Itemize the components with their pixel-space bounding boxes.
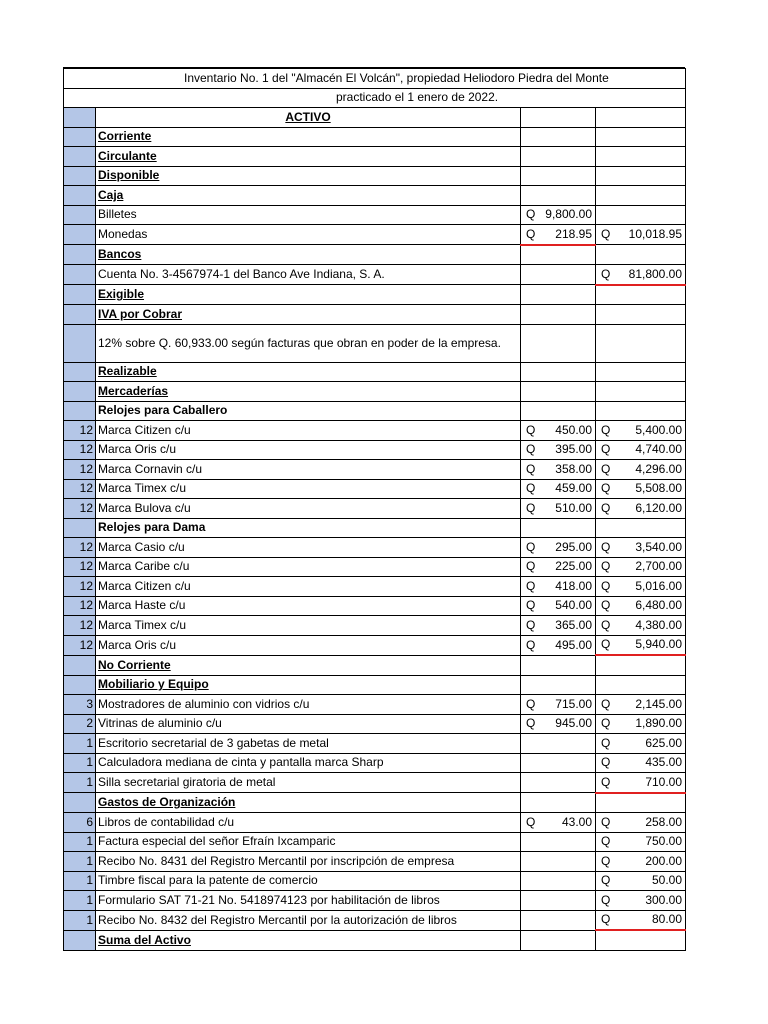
inventory-row [64,401,686,421]
item-description: Silla secretarial giratoria de metal [96,773,521,793]
item-description: Calculadora mediana de cinta y pantalla marca Sharp [96,753,521,773]
qty-cell [64,793,96,813]
section-heading: Disponible [96,166,521,186]
unit-price-cell [521,127,596,147]
currency-symbol: Q [526,461,536,476]
inventory-row [64,891,686,911]
inventory-row [64,421,686,441]
unit-price-cell-value: 510.00 [555,500,592,515]
inventory-row [64,832,686,852]
unit-price-cell [521,245,596,265]
unit-price-cell-value: 218.95 [555,226,592,241]
unit-price-cell [521,324,596,362]
section-heading: ACTIVO [96,108,521,128]
section-heading: Mobiliario y Equipo [96,675,521,695]
total-cell [596,421,686,441]
total-cell [596,305,686,325]
total-cell [596,635,686,655]
item-description: Marca Caribe c/u [96,557,521,577]
inventory-table [63,68,686,951]
unit-price-cell-value: 9,800.00 [545,207,592,222]
total-cell-value: 435.00 [645,755,683,770]
total-cell [596,285,686,305]
inventory-row [64,245,686,265]
qty-cell: 3 [64,695,96,715]
currency-symbol: Q [601,834,611,849]
total-cell-value: 1,890.00 [635,716,683,731]
inventory-row [64,499,686,519]
total-cell [596,655,686,675]
qty-cell: 12 [64,616,96,636]
currency-symbol: Q [601,461,611,476]
qty-cell [64,305,96,325]
section-row [64,108,686,128]
total-cell [596,616,686,636]
inventory-title: Inventario No. 1 del "Almacén El Volcán", propiedad Heliodoro Piedra del Monte [64,69,686,89]
total-cell [596,813,686,833]
total-cell [596,499,686,519]
group-heading: Relojes para Dama [96,518,521,538]
unit-price-cell [521,557,596,577]
unit-price-cell [521,401,596,421]
currency-symbol: Q [601,774,611,789]
qty-cell [64,382,96,402]
qty-cell [64,225,96,245]
total-cell [596,245,686,265]
currency-symbol: Q [601,539,611,554]
item-description: Marca Citizen c/u [96,421,521,441]
currency-symbol: Q [601,696,611,711]
inventory-row [64,871,686,891]
currency-symbol: Q [601,442,611,457]
section-heading: Suma del Activo [96,930,521,950]
inventory-row [64,813,686,833]
unit-price-cell [521,655,596,675]
total-cell [596,460,686,480]
unit-price-cell-value: 495.00 [555,637,592,652]
inventory-row [64,382,686,402]
qty-cell: 12 [64,440,96,460]
inventory-row [64,852,686,872]
unit-price-cell [521,265,596,285]
inventory-row [64,930,686,950]
unit-price-cell [521,910,596,930]
total-cell-value: 5,016.00 [635,578,683,593]
currency-symbol: Q [601,755,611,770]
currency-symbol: Q [526,539,536,554]
total-cell [596,479,686,499]
total-cell-value: 300.00 [645,892,683,907]
qty-cell: 1 [64,871,96,891]
currency-symbol: Q [601,912,611,927]
qty-cell: 12 [64,421,96,441]
section-heading: Exigible [96,285,521,305]
total-cell [596,440,686,460]
qty-cell [64,245,96,265]
inventory-row [64,285,686,305]
total-cell [596,205,686,225]
currency-symbol: Q [526,481,536,496]
qty-cell [64,186,96,206]
unit-price-cell [521,362,596,382]
unit-price-cell-value: 358.00 [555,461,592,476]
qty-cell: 1 [64,910,96,930]
total-cell-value: 200.00 [645,853,683,868]
total-cell [596,166,686,186]
total-cell [596,773,686,793]
qty-cell: 12 [64,577,96,597]
total-cell [596,401,686,421]
unit-price-cell [521,616,596,636]
inventory-row [64,265,686,285]
qty-cell: 12 [64,635,96,655]
item-description: Marca Timex c/u [96,479,521,499]
inventory-row [64,166,686,186]
qty-cell: 2 [64,714,96,734]
qty-cell: 1 [64,734,96,754]
currency-symbol: Q [526,716,536,731]
total-cell-value: 5,940.00 [635,637,683,652]
item-description: Billetes [96,205,521,225]
item-description: Marca Casio c/u [96,538,521,558]
inventory-row [64,793,686,813]
total-cell-value: 4,296.00 [635,461,683,476]
unit-price-cell [521,695,596,715]
total-cell [596,753,686,773]
item-description: Escritorio secretarial de 3 gabetas de metal [96,734,521,754]
section-heading: Gastos de Organización [96,793,521,813]
unit-price-cell [521,479,596,499]
total-cell [596,538,686,558]
unit-price-cell [521,147,596,167]
item-description: Factura especial del señor Efraín Ixcamparic [96,832,521,852]
item-description: Timbre fiscal para la patente de comercio [96,871,521,891]
currency-symbol: Q [526,696,536,711]
inventory-row [64,753,686,773]
currency-symbol: Q [601,873,611,888]
inventory-row [64,675,686,695]
inventory-row [64,362,686,382]
total-cell [596,675,686,695]
inventory-row [64,324,686,362]
unit-price-cell [521,813,596,833]
inventory-row [64,714,686,734]
qty-cell [64,401,96,421]
unit-price-cell-value: 540.00 [555,598,592,613]
currency-symbol: Q [601,481,611,496]
total-cell [596,871,686,891]
item-description: Marca Bulova c/u [96,499,521,519]
total-cell-value: 750.00 [645,834,683,849]
unit-price-cell [521,596,596,616]
total-cell-value: 50.00 [652,873,683,888]
unit-price-cell-value: 418.00 [555,578,592,593]
currency-symbol: Q [526,422,536,437]
unit-price-cell-value: 225.00 [555,559,592,574]
unit-price-cell-value: 450.00 [555,422,592,437]
total-cell [596,596,686,616]
unit-price-cell [521,852,596,872]
qty-cell: 1 [64,753,96,773]
qty-cell: 12 [64,538,96,558]
qty-cell [64,108,96,128]
total-cell-value: 10,018.95 [628,227,683,241]
section-heading: Circulante [96,147,521,167]
item-description: Vitrinas de aluminio c/u [96,714,521,734]
unit-price-cell-value: 715.00 [555,696,592,711]
title-row-2 [64,88,686,108]
qty-cell [64,930,96,950]
unit-price-cell-value: 395.00 [555,442,592,457]
qty-cell: 1 [64,832,96,852]
unit-price-cell [521,832,596,852]
unit-price-cell [521,440,596,460]
inventory-row [64,147,686,167]
unit-price-cell [521,734,596,754]
total-cell [596,362,686,382]
section-heading: Corriente [96,127,521,147]
inventory-row [64,557,686,577]
qty-cell [64,285,96,305]
currency-symbol: Q [601,227,611,241]
item-description: Marca Haste c/u [96,596,521,616]
unit-price-cell [521,166,596,186]
currency-symbol: Q [526,637,536,652]
total-cell [596,557,686,577]
item-description: Recibo No. 8432 del Registro Mercantil por la autorización de libros [96,910,521,930]
inventory-row [64,577,686,597]
group-heading: Relojes para Caballero [96,401,521,421]
currency-symbol: Q [526,442,536,457]
item-description: Monedas [96,225,521,245]
total-cell [596,714,686,734]
total-cell [596,108,686,128]
inventory-row [64,205,686,225]
unit-price-cell [521,225,596,245]
inventory-row [64,186,686,206]
total-cell [596,695,686,715]
section-heading: Mercaderías [96,382,521,402]
total-cell-value: 5,400.00 [635,422,683,437]
total-cell [596,891,686,911]
unit-price-cell-value: 365.00 [555,617,592,632]
currency-symbol: Q [526,598,536,613]
unit-price-cell [521,205,596,225]
currency-symbol: Q [601,617,611,632]
section-heading: Realizable [96,362,521,382]
inventory-row [64,910,686,930]
item-description: Mostradores de aluminio con vidrios c/u [96,695,521,715]
inventory-row [64,635,686,655]
total-cell-value: 81,800.00 [628,266,683,281]
inventory-row [64,695,686,715]
unit-price-cell [521,635,596,655]
currency-symbol: Q [601,598,611,613]
total-cell-value: 4,380.00 [635,617,683,632]
unit-price-cell [521,773,596,793]
total-cell-value: 5,508.00 [635,481,683,496]
unit-price-cell-value: 459.00 [555,481,592,496]
qty-cell [64,362,96,382]
qty-cell: 12 [64,596,96,616]
qty-cell: 12 [64,499,96,519]
currency-symbol: Q [526,617,536,632]
currency-symbol: Q [526,500,536,515]
qty-cell [64,324,96,362]
item-description: Marca Timex c/u [96,616,521,636]
unit-price-cell [521,538,596,558]
qty-cell [64,675,96,695]
qty-cell [64,166,96,186]
currency-symbol: Q [601,637,611,652]
unit-price-cell-value: 43.00 [561,814,592,829]
inventory-row [64,655,686,675]
qty-cell: 12 [64,557,96,577]
unit-price-cell [521,421,596,441]
unit-price-cell-value: 945.00 [555,716,592,731]
qty-cell [64,655,96,675]
total-cell-value: 2,145.00 [635,696,683,711]
total-cell [596,127,686,147]
currency-symbol: Q [601,578,611,593]
currency-symbol: Q [601,559,611,574]
total-cell-value: 625.00 [645,735,683,750]
inventory-row [64,773,686,793]
item-description: 12% sobre Q. 60,933.00 según facturas que obran en poder de la empresa. [96,324,521,362]
unit-price-cell [521,382,596,402]
unit-price-cell [521,305,596,325]
currency-symbol: Q [526,578,536,593]
total-cell-value: 2,700.00 [635,559,683,574]
unit-price-cell [521,460,596,480]
unit-price-cell [521,891,596,911]
item-description: Marca Oris c/u [96,440,521,460]
currency-symbol: Q [601,500,611,515]
unit-price-cell [521,499,596,519]
total-cell [596,518,686,538]
currency-symbol: Q [526,207,536,222]
inventory-row [64,479,686,499]
unit-price-cell [521,871,596,891]
qty-cell: 1 [64,852,96,872]
currency-symbol: Q [526,226,536,241]
total-cell [596,186,686,206]
item-description: Marca Cornavin c/u [96,460,521,480]
total-cell [596,910,686,930]
qty-cell: 6 [64,813,96,833]
inventory-row [64,596,686,616]
item-description: Libros de contabilidad c/u [96,813,521,833]
inventory-row [64,734,686,754]
total-cell-value: 258.00 [645,814,683,829]
qty-cell: 12 [64,479,96,499]
qty-cell: 12 [64,460,96,480]
total-cell [596,930,686,950]
total-cell [596,382,686,402]
total-cell-value: 6,120.00 [635,500,683,515]
unit-price-cell [521,714,596,734]
inventory-row [64,225,686,245]
section-heading: Bancos [96,245,521,265]
qty-cell [64,147,96,167]
inventory-row [64,305,686,325]
total-cell-value: 4,740.00 [635,442,683,457]
qty-cell [64,205,96,225]
item-description: Recibo No. 8431 del Registro Mercantil por inscripción de empresa [96,852,521,872]
currency-symbol: Q [601,892,611,907]
section-heading: IVA por Cobrar [96,305,521,325]
total-cell [596,147,686,167]
currency-symbol: Q [526,559,536,574]
currency-symbol: Q [601,422,611,437]
total-cell [596,793,686,813]
currency-symbol: Q [526,814,536,829]
inventory-date: practicado el 1 enero de 2022. [64,88,686,108]
total-cell [596,734,686,754]
currency-symbol: Q [601,853,611,868]
total-cell [596,577,686,597]
inventory-row [64,538,686,558]
unit-price-cell [521,930,596,950]
unit-price-cell [521,186,596,206]
total-cell-value: 710.00 [645,774,683,789]
total-cell [596,324,686,362]
currency-symbol: Q [601,716,611,731]
section-heading: No Corriente [96,655,521,675]
unit-price-cell [521,793,596,813]
item-description: Cuenta No. 3-4567974-1 del Banco Ave Indiana, S. A. [96,265,521,285]
section-heading: Caja [96,186,521,206]
inventory-row [64,127,686,147]
unit-price-cell [521,577,596,597]
title-row-1 [64,69,686,89]
unit-price-cell [521,753,596,773]
currency-symbol: Q [601,266,611,281]
qty-cell [64,265,96,285]
currency-symbol: Q [601,814,611,829]
qty-cell [64,127,96,147]
item-description: Marca Oris c/u [96,635,521,655]
qty-cell: 1 [64,773,96,793]
total-cell [596,265,686,285]
inventory-row [64,440,686,460]
total-cell-value: 6,480.00 [635,598,683,613]
inventory-row [64,518,686,538]
total-cell [596,225,686,245]
inventory-row [64,616,686,636]
qty-cell: 1 [64,891,96,911]
total-cell [596,852,686,872]
item-description: Marca Citizen c/u [96,577,521,597]
total-cell-value: 3,540.00 [635,539,683,554]
inventory-row [64,460,686,480]
qty-cell [64,518,96,538]
unit-price-cell [521,285,596,305]
item-description: Formulario SAT 71-21 No. 5418974123 por habilitación de libros [96,891,521,911]
total-cell [596,832,686,852]
price-cell [521,108,596,128]
unit-price-cell [521,518,596,538]
unit-price-cell [521,675,596,695]
unit-price-cell-value: 295.00 [555,539,592,554]
total-cell-value: 80.00 [652,912,683,927]
currency-symbol: Q [601,735,611,750]
